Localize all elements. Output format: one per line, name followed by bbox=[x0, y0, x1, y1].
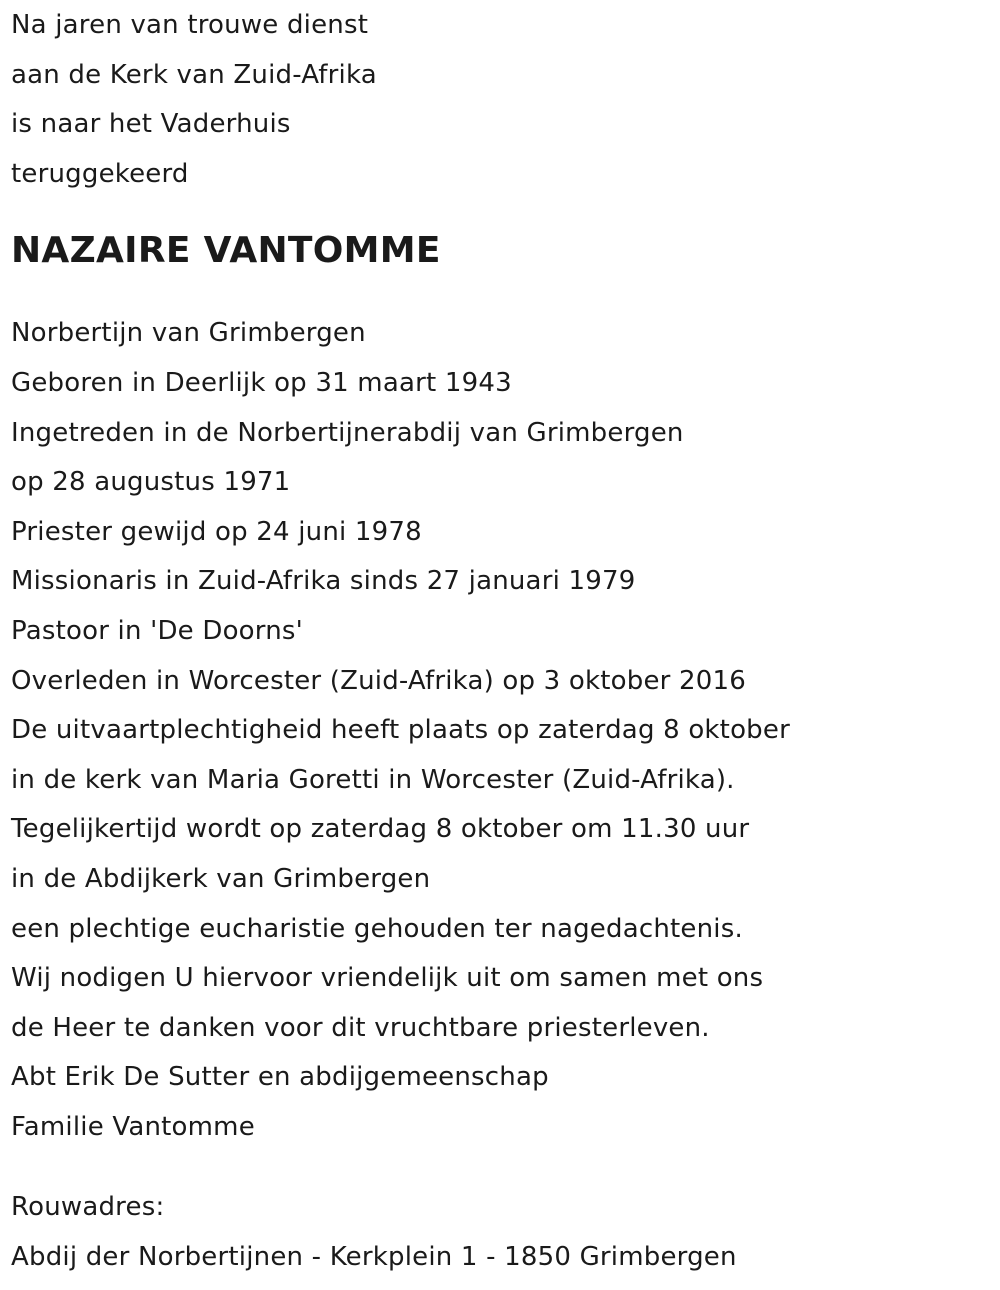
address-value: Abdij der Norbertijnen - Kerkplein 1 - 1850 Grimbergen bbox=[11, 1242, 737, 1273]
intro-line: aan de Kerk van Zuid-Afrika bbox=[11, 59, 377, 90]
memorial-line: in de Abdijkerk van Grimbergen bbox=[11, 863, 431, 894]
biography-line: Missionaris in Zuid-Afrika sinds 27 januari 1979 bbox=[11, 566, 636, 597]
signatory-line: Familie Vantomme bbox=[11, 1111, 255, 1142]
intro-line: is naar het Vaderhuis bbox=[11, 109, 291, 140]
biography-line: Norbertijn van Grimbergen bbox=[11, 318, 366, 349]
intro-block bbox=[11, 0, 991, 199]
invitation-line: Wij nodigen U hiervoor vriendelijk uit om samen met ons bbox=[11, 963, 764, 994]
biography-line: Geboren in Deerlijk op 31 maart 1943 bbox=[11, 367, 512, 398]
funeral-line: De uitvaartplechtigheid heeft plaats op zaterdag 8 oktober bbox=[11, 715, 790, 746]
invitation-line: de Heer te danken voor dit vruchtbare priesterleven. bbox=[11, 1012, 710, 1043]
intro-line: teruggekeerd bbox=[11, 158, 189, 189]
biography-block bbox=[11, 309, 991, 1152]
intro-line: Na jaren van trouwe dienst bbox=[11, 10, 369, 40]
signatory-line: Abt Erik De Sutter en abdijgemeenschap bbox=[11, 1062, 549, 1093]
address-label: Rouwadres: bbox=[11, 1192, 165, 1223]
obituary-notice bbox=[11, 0, 991, 1283]
biography-line: Ingetreden in de Norbertijnerabdij van Grimbergen bbox=[11, 417, 684, 448]
mourning-address bbox=[11, 1183, 991, 1282]
biography-line: Pastoor in 'De Doorns' bbox=[11, 615, 303, 646]
biography-line: Priester gewijd op 24 juni 1978 bbox=[11, 516, 422, 547]
memorial-line: een plechtige eucharistie gehouden ter nagedachtenis. bbox=[11, 913, 743, 944]
memorial-line: Tegelijkertijd wordt op zaterdag 8 oktober om 11.30 uur bbox=[11, 814, 750, 845]
funeral-line: in de kerk van Maria Goretti in Worcester (Zuid-Afrika). bbox=[11, 764, 735, 795]
biography-line: op 28 augustus 1971 bbox=[11, 467, 291, 498]
deceased-name: NAZAIRE VANTOMME bbox=[11, 230, 441, 272]
biography-line: Overleden in Worcester (Zuid-Afrika) op 3 oktober 2016 bbox=[11, 665, 746, 696]
